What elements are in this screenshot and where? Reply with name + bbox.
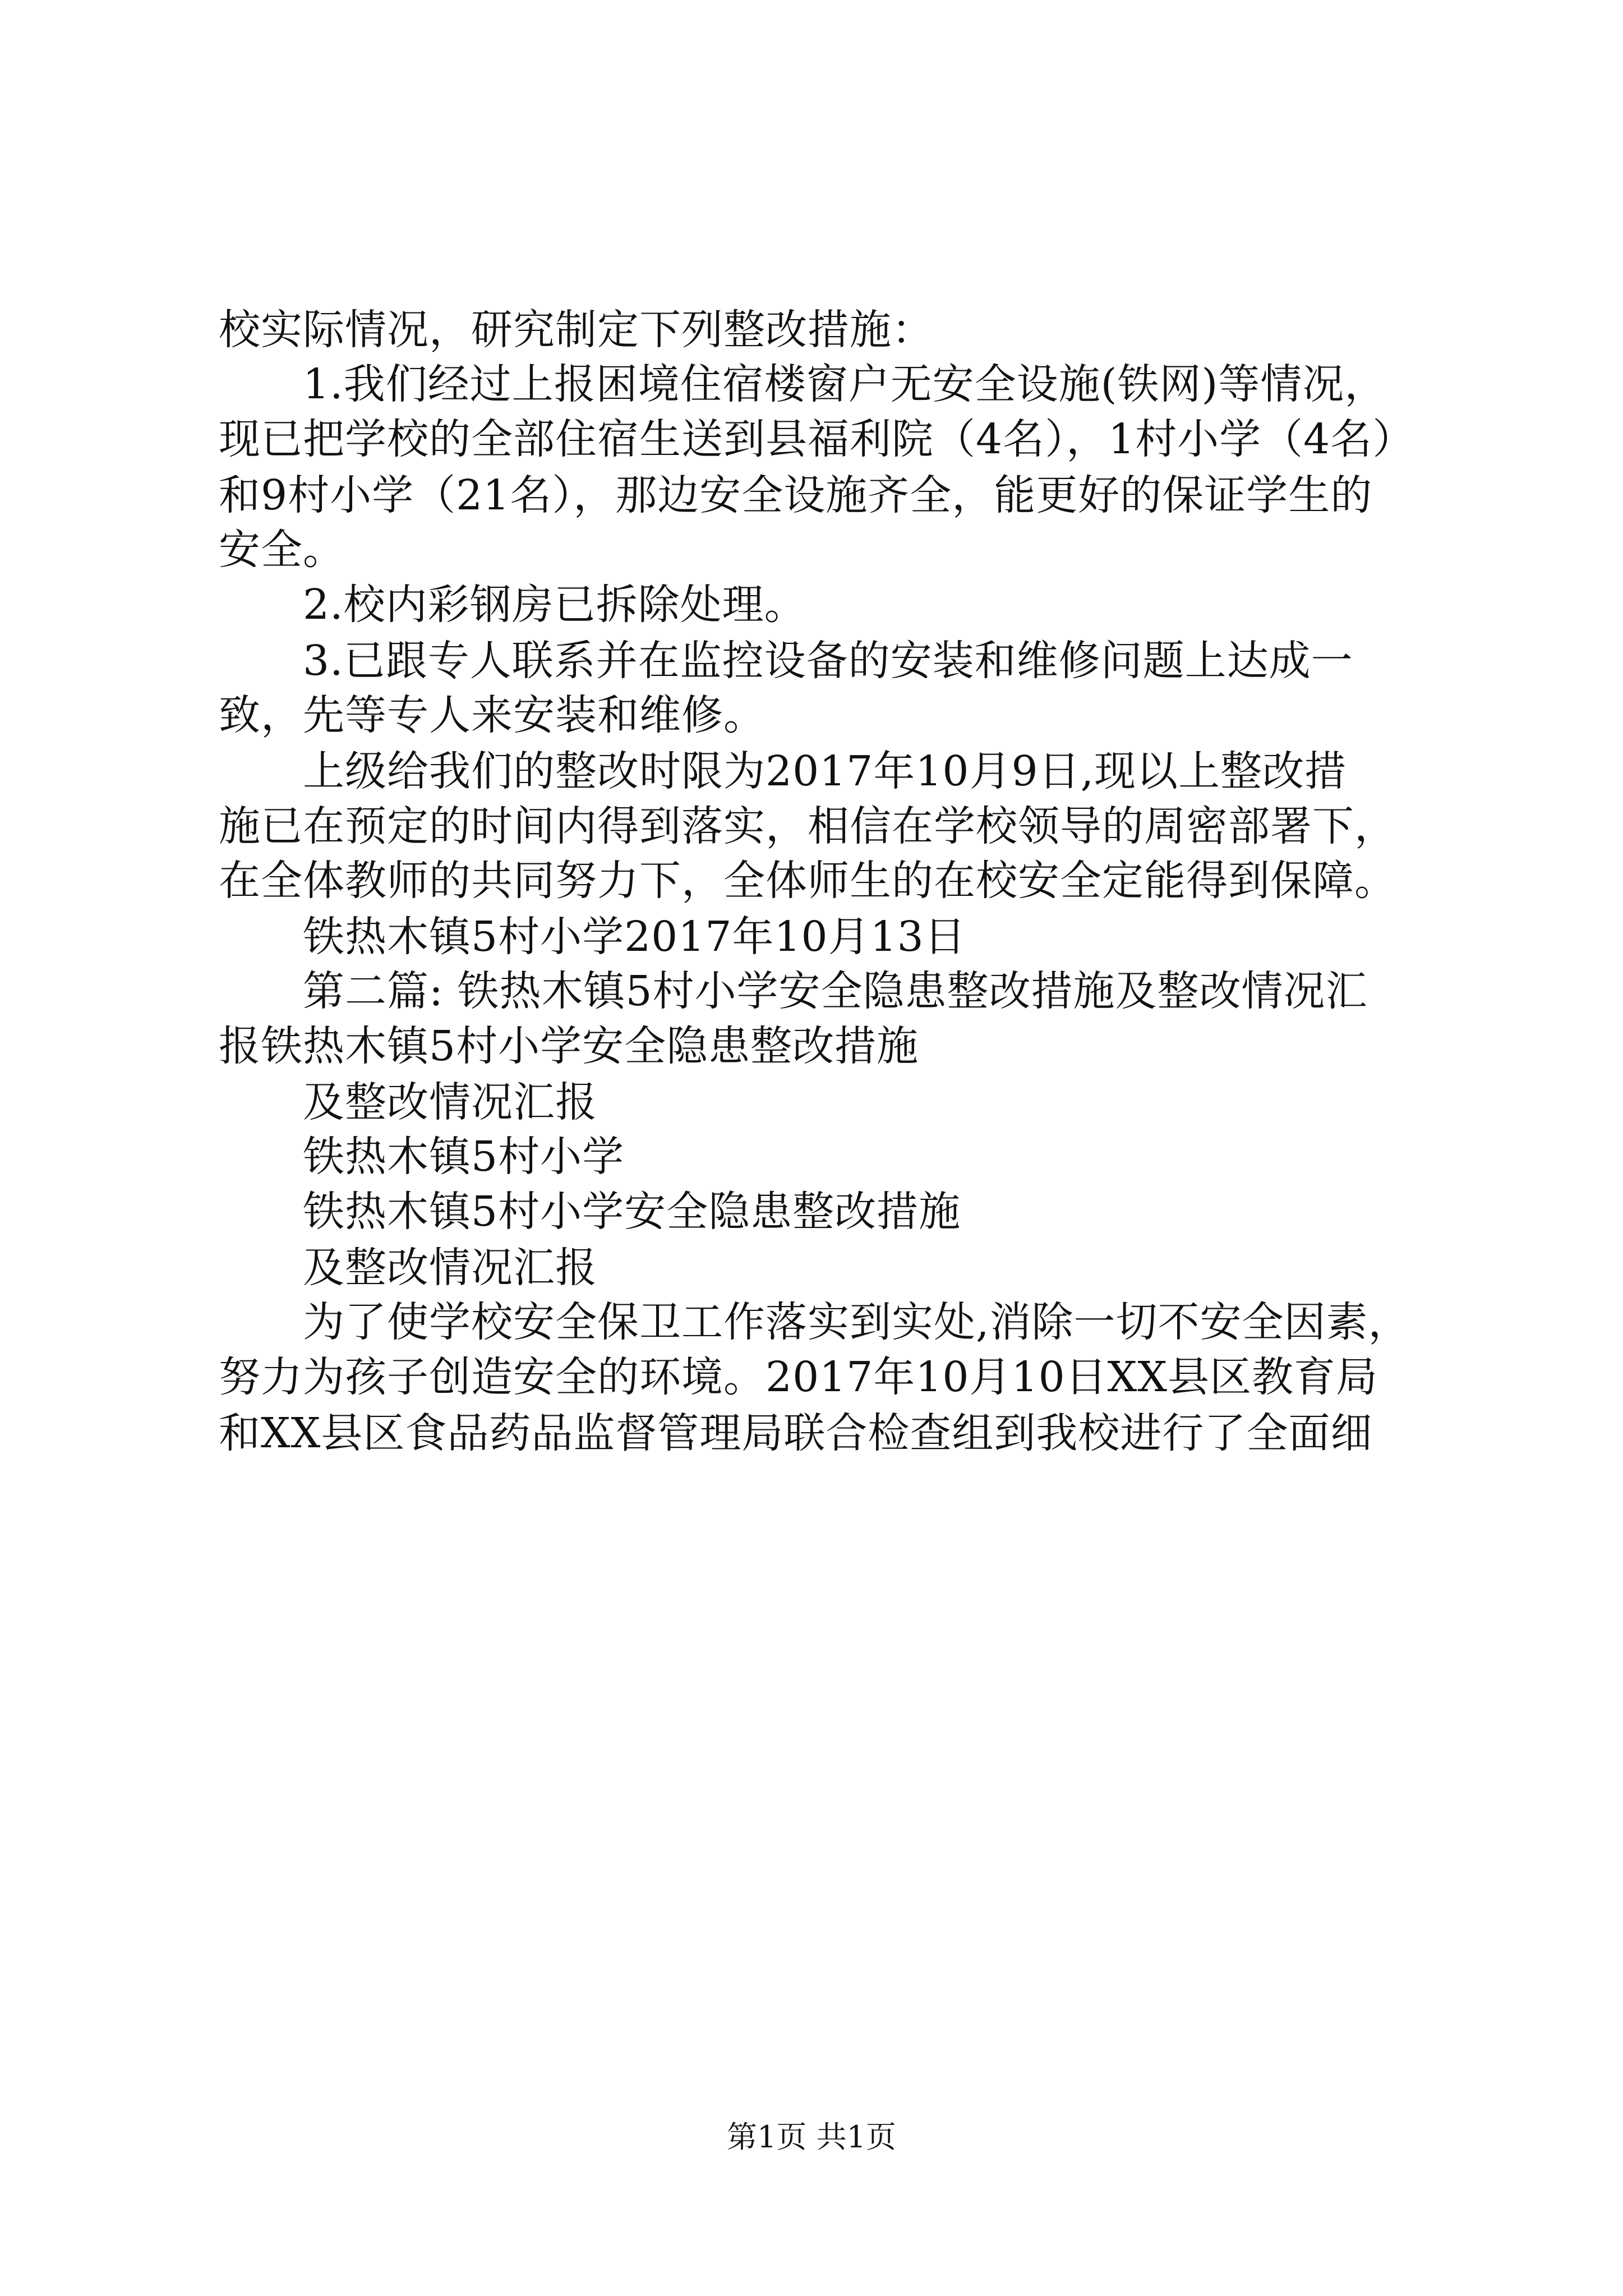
text-line: 2.校内彩钢房已拆除处理。 xyxy=(303,581,806,629)
text-line: 为了使学校安全保卫工作落实到实处,消除一切不安全因素， xyxy=(303,1298,1410,1346)
text-line: 1.我们经过上报困境住宿楼窗户无安全设施(铁网)等情况， xyxy=(303,360,1387,408)
text-line: 致，先等专人来安装和维修。 xyxy=(219,691,766,739)
text-line: 铁热木镇5村小学安全隐患整改措施 xyxy=(303,1188,961,1236)
text-line: 3.已跟专人联系并在监控设备的安装和维修问题上达成一 xyxy=(303,637,1353,685)
text-line: 和9村小学（21名），那边安全设施齐全，能更好的保证学生的 xyxy=(219,471,1373,519)
text-line: 报铁热木镇5村小学安全隐患整改措施 xyxy=(219,1022,919,1070)
text-line: 校实际情况，研究制定下列整改措施： xyxy=(219,306,934,354)
text-line: 及整改情况汇报 xyxy=(303,1078,597,1126)
text-line: 和XX县区食品药品监督管理局联合检查组到我校进行了全面细 xyxy=(219,1409,1373,1457)
text-line: 施已在预定的时间内得到落实，相信在学校领导的周密部署下， xyxy=(219,802,1396,850)
text-line: 铁热木镇5村小学2017年10月13日 xyxy=(303,913,966,961)
text-line: 现已把学校的全部住宿生送到县福利院（4名），1村小学（4名） xyxy=(219,415,1415,463)
text-line: 在全体教师的共同努力下，全体师生的在校安全定能得到保障。 xyxy=(219,857,1396,905)
text-line: 第二篇: 铁热木镇5村小学安全隐患整改措施及整改情况汇 xyxy=(303,967,1368,1015)
text-line: 及整改情况汇报 xyxy=(303,1244,597,1292)
text-line: 安全。 xyxy=(219,526,345,574)
text-line: 铁热木镇5村小学 xyxy=(303,1133,625,1181)
text-line: 努力为孩子创造安全的环境。2017年10月10日XX县区教育局 xyxy=(219,1353,1378,1401)
page-footer: 第1页 共1页 xyxy=(727,2119,896,2155)
text-line: 上级给我们的整改时限为2017年10月9日,现以上整改措 xyxy=(303,747,1347,795)
